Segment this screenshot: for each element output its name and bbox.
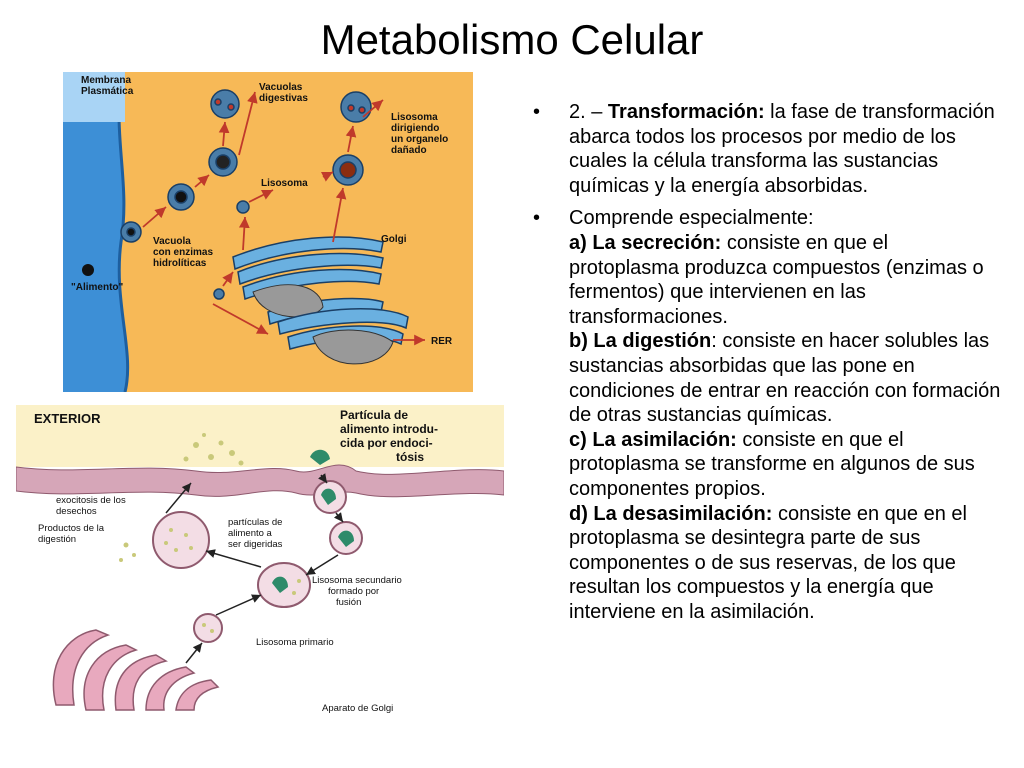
item-digestion-text: : consiste en hacer solubles las sustancias absorbidas que las pone en condiciones de entrar en reacción con formación de otras sustancias químicas. xyxy=(569,330,1001,427)
bullet-marker: • xyxy=(533,207,541,230)
label-lisosoma-sec-3: fusión xyxy=(336,597,362,608)
label-lisosoma-dirigiendo-4: dañado xyxy=(391,145,427,156)
item-asimilacion-text: consiste en que el protoplasma se transforme en algunos de sus componentes propios. xyxy=(569,428,975,500)
bullet-term: Transformación: xyxy=(607,101,765,123)
label-exterior: EXTERIOR xyxy=(34,411,101,426)
label-particula-2: alimento introdu- xyxy=(340,422,438,436)
label-vacuola-3: hidrolíticas xyxy=(153,258,207,269)
label-productos-2: digestión xyxy=(38,534,77,545)
label-vacuolas-1: Vacuolas xyxy=(259,82,303,93)
bullet-text: la fase de transformación abarca todos los procesos por medio de los cuales la célula transforma las sustancias químicas y la energía absorbidas. xyxy=(569,101,995,197)
label-particula-4: tósis xyxy=(396,450,425,464)
label-vacuola-1: Vacuola xyxy=(153,236,191,247)
label-alimento: "Alimento" xyxy=(71,282,124,293)
endocytosis-diagram xyxy=(16,405,504,732)
slide-title: Metabolismo Celular xyxy=(320,16,704,63)
item-desasimilacion-term: d) La desasimilación: xyxy=(569,502,773,525)
label-vacuolas-2: digestivas xyxy=(259,93,308,104)
label-lisosoma: Lisosoma xyxy=(261,178,308,189)
label-productos-1: Productos de la xyxy=(38,523,105,534)
item-digestion-term: b) La digestión xyxy=(569,330,712,353)
bullet-comprende xyxy=(533,206,1003,624)
bullet-list xyxy=(533,100,1003,632)
label-particulas-2: alimento a xyxy=(228,528,272,539)
label-vacuola-2: con enzimas xyxy=(153,247,214,258)
label-exocitosis-1: exocitosis de los xyxy=(56,495,126,506)
lysosome-diagram xyxy=(63,72,473,392)
label-membrana-2: Plasmática xyxy=(81,86,134,97)
label-rer: RER xyxy=(431,336,453,347)
label-particulas-3: ser digeridas xyxy=(228,539,283,550)
item-desasimilacion-text: consiste en que en el protoplasma se desintegra parte de sus componentes o de sus reservas, de los que resultan los compuestos y la energía que interviene en la asimilación. xyxy=(569,502,967,623)
label-membrana-1: Membrana xyxy=(81,75,132,86)
bullet-transformacion xyxy=(533,100,1003,198)
label-lisosoma-primario: Lisosoma primario xyxy=(256,637,334,648)
label-golgi: Golgi xyxy=(381,234,407,245)
bullet-marker: • xyxy=(533,101,541,123)
item-secrecion-term: a) La secreción: xyxy=(569,231,722,254)
label-lisosoma-dirigiendo-2: dirigiendo xyxy=(391,123,440,134)
label-lisosoma-sec-1: Lisosoma secundario xyxy=(312,575,402,586)
bullet-prefix: 2. – xyxy=(569,101,608,123)
label-particula-1: Partícula de xyxy=(340,408,409,422)
item-secrecion-text: consiste en que el protoplasma produzca compuestos (enzimas o fermentos) que intervienen en las transformaciones. xyxy=(569,231,984,328)
label-exocitosis-2: desechos xyxy=(56,506,97,517)
label-lisosoma-dirigiendo-1: Lisosoma xyxy=(391,112,438,123)
label-aparato-golgi: Aparato de Golgi xyxy=(322,703,394,714)
label-lisosoma-dirigiendo-3: un organelo xyxy=(391,134,449,145)
bullet-intro: Comprende especialmente: xyxy=(569,207,814,230)
label-particula-3: cida por endoci- xyxy=(340,436,433,450)
item-asimilacion-term: c) La asimilación: xyxy=(569,428,737,451)
label-lisosoma-sec-2: formado por xyxy=(328,586,380,597)
label-particulas-1: partículas de xyxy=(228,517,283,528)
